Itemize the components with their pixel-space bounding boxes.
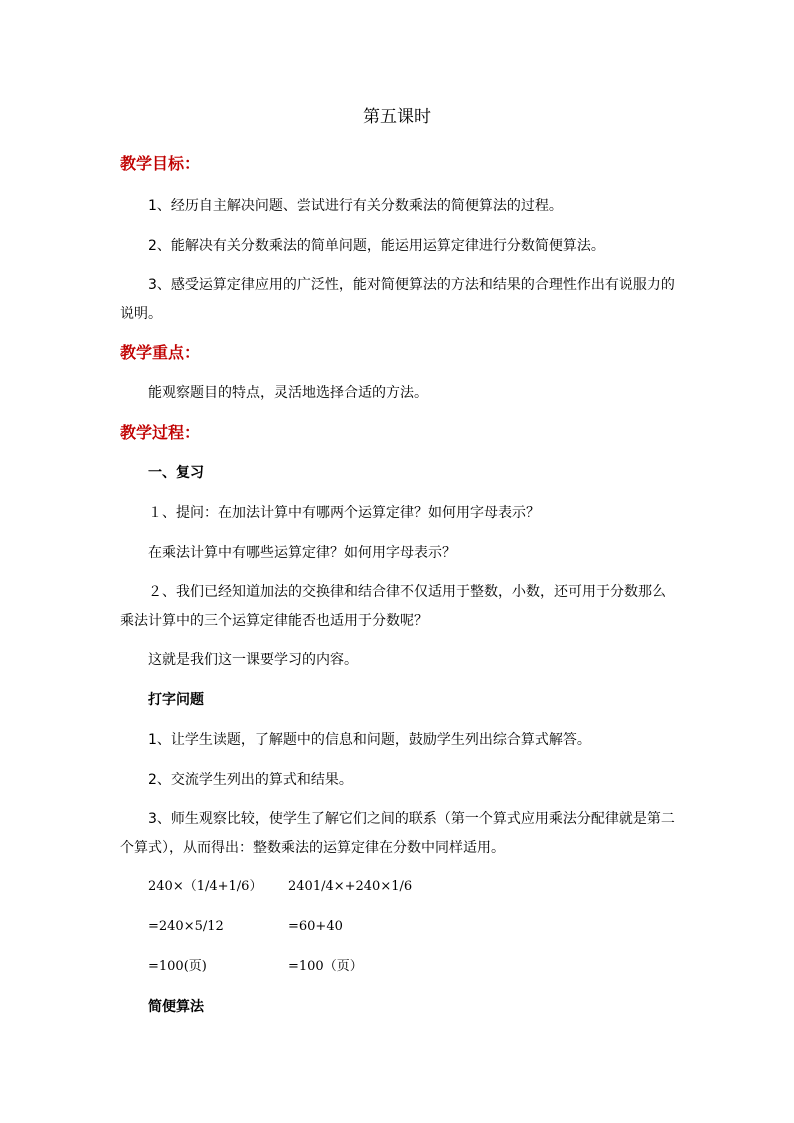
problem-heading: 打字问题 [148,692,204,708]
objective-item-2: 2、能解决有关分数乘法的简单问题，能运用运算定律进行分数简便算法。 [148,238,605,254]
formula-left-3: =100(页) [148,959,207,974]
review-item-3: ２、我们已经知道加法的交换律和结合律不仅适用于整数，小数，还可用于分数那么乘法计算中的三个运算定律能否也适用于分数呢？ [120,584,666,629]
formula-right-1: 2401/4×+240×1/6 [288,879,413,894]
problem-item-2: 2、交流学生列出的算式和结果。 [148,772,353,788]
objective-item-3: 3、感受运算定律应用的广泛性，能对简便算法的方法和结果的合理性作出有说服力的说明。 [120,277,675,322]
keypoints-heading: 教学重点： [120,343,201,362]
review-item-1: １、提问：在加法计算中有哪两个运算定律？如何用字母表示？ [148,505,540,521]
problem-item-1: 1、让学生读题，了解题中的信息和问题，鼓励学生列出综合算式解答。 [148,732,591,748]
formula-left-2: =240×5/12 [148,919,224,934]
simple-method-heading: 简便算法 [148,999,204,1015]
objectives-heading: 教学目标： [120,154,201,173]
review-item-2: 在乘法计算中有哪些运算定律？如何用字母表示？ [148,545,456,561]
formula-left-1: 240×（1/4+1/6） [148,879,263,894]
process-heading: 教学过程： [120,423,201,442]
keypoints-text: 能观察题目的特点，灵活地选择合适的方法。 [148,385,428,401]
review-heading: 一、复习 [148,465,204,481]
formula-right-2: =60+40 [288,919,343,934]
objective-item-1: 1、经历自主解决问题、尝试进行有关分数乘法的简便算法的过程。 [148,198,563,214]
review-item-4: 这就是我们这一课要学习的内容。 [148,652,358,668]
formula-right-3: =100（页） [288,959,363,974]
page-title: 第五课时 [363,107,431,127]
problem-item-3: 3、师生观察比较，使学生了解它们之间的联系（第一个算式应用乘法分配律就是第二个算式），从而得出：整数乘法的运算定律在分数中同样适用。 [120,811,675,856]
